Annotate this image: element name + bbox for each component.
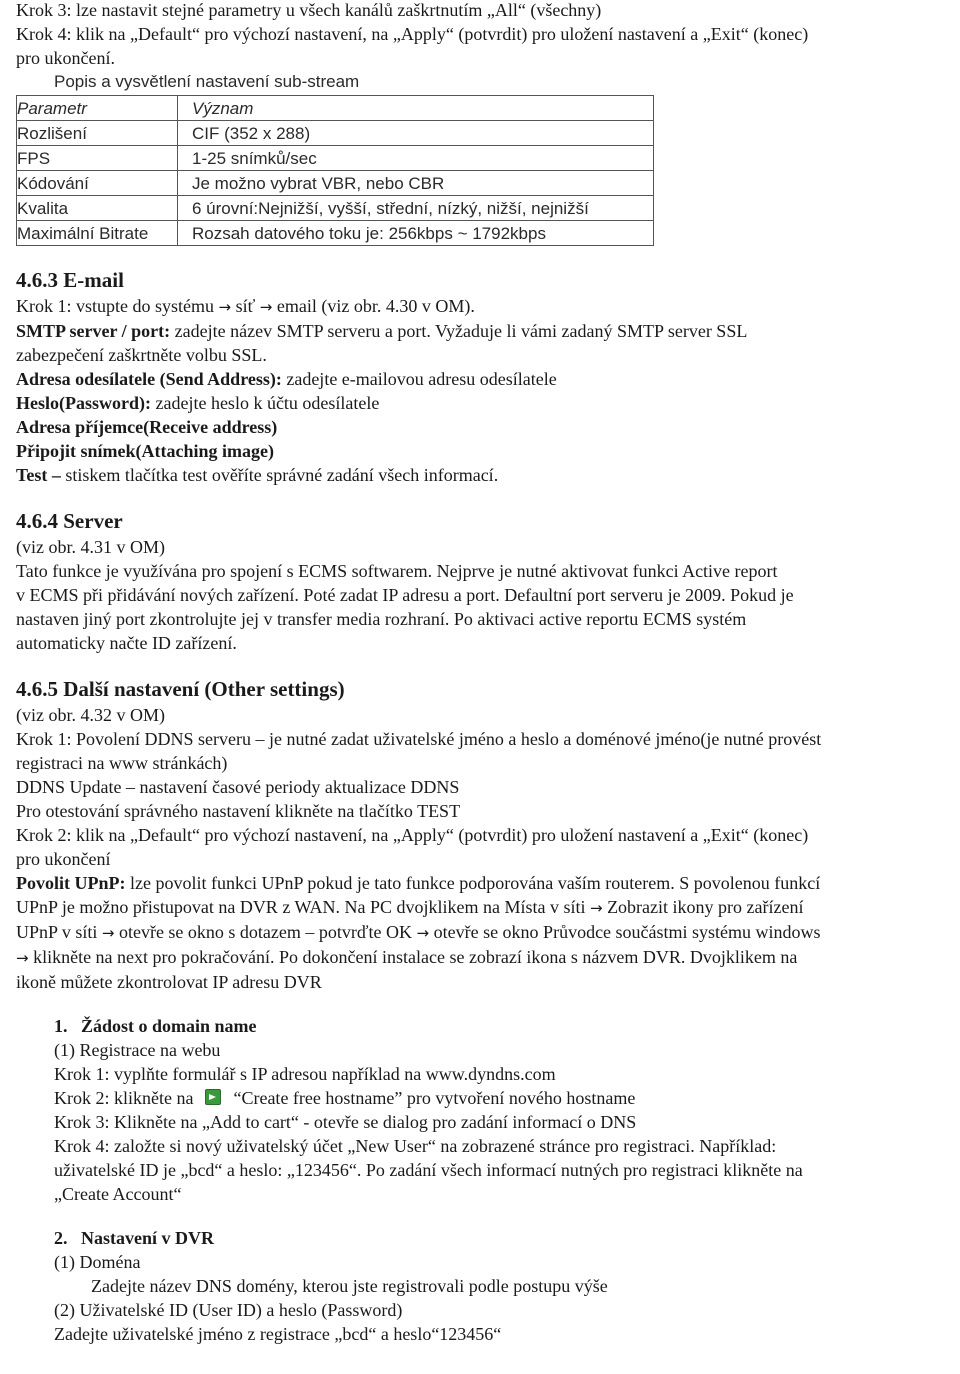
- column-header-parameter: Parametr: [17, 96, 178, 121]
- arrow-icon: →: [416, 924, 430, 942]
- domain-step4: Krok 4: založte si nový uživatelský účet „New User“ na zobrazené stránce pro registraci. Například:: [54, 1136, 777, 1156]
- section-heading-domain: [54, 1014, 960, 1038]
- server-line: v ECMS při přidávání nových zařízení. Poté zadat IP adresu a port. Defaultní port serveru je 2009. Pokud je: [16, 585, 794, 605]
- column-header-meaning: Význam: [178, 96, 654, 121]
- server-ref: (viz obr. 4.31 v OM): [16, 537, 165, 557]
- upnp-text: otevře se okno Průvodce součástmi systému windows: [429, 922, 821, 942]
- upnp-text: otevře se okno s dotazem – potvrďte OK: [114, 922, 413, 942]
- table-cell: Kvalita: [17, 196, 178, 221]
- other-line: Krok 2: klik na „Default“ pro výchozí nastavení, na „Apply“ (potvrdit) pro uložení nastavení a „Exit“ (konec): [16, 825, 809, 845]
- heading-text: Žádost o domain name: [81, 1016, 257, 1036]
- intro-step4: Krok 4: klik na „Default“ pro výchozí nastavení, na „Apply“ (potvrdit) pro uložení nastavení a „Exit“ (konec): [16, 24, 809, 44]
- table-cell: Maximální Bitrate: [17, 221, 178, 246]
- dvr-item2-text: Zadejte uživatelské jméno z registrace „bcd“ a heslo“123456“: [54, 1324, 502, 1344]
- arrow-icon: →: [589, 899, 603, 917]
- arrow-icon: →: [16, 949, 29, 967]
- table-row: [17, 196, 654, 221]
- arrow-icon: →: [259, 298, 273, 316]
- smtp-paragraph: [16, 319, 960, 343]
- attach-label: Připojit snímek(Attaching image): [16, 441, 274, 461]
- upnp-line: ikoně můžete zkontrolovat IP adresu DVR: [16, 972, 322, 992]
- table-cell: FPS: [17, 146, 178, 171]
- section-heading-other: 4.6.5 Další nastavení (Other settings): [16, 677, 345, 701]
- section-heading-dvr: [54, 1226, 960, 1250]
- section-heading-server: 4.6.4 Server: [16, 509, 123, 533]
- upnp-line: [16, 895, 960, 920]
- password-text: zadejte heslo k účtu odesílatele: [150, 393, 380, 413]
- test-label: Test –: [16, 465, 61, 485]
- server-line: automaticky načte ID zařízení.: [16, 633, 237, 653]
- smtp-paragraph-cont: zabezpečení zaškrtněte volbu SSL.: [16, 345, 267, 365]
- intro-step4-cont: pro ukončení.: [16, 48, 115, 68]
- upnp-text: lze povolit funkci UPnP pokud je tato funkce podporována vaším routerem. S povolenou funkcí: [125, 873, 821, 893]
- document-page: [16, 0, 960, 1346]
- dvr-item2: (2) Uživatelské ID (User ID) a heslo (Password): [54, 1300, 403, 1320]
- dvr-section: [16, 1226, 960, 1346]
- domain-step2-target: “Create free hostname” pro vytvoření nového hostname: [233, 1088, 636, 1108]
- arrow-icon: →: [218, 298, 232, 316]
- email-step1-target: email (viz obr. 4.30 v OM).: [276, 296, 475, 316]
- substream-table: [16, 95, 654, 246]
- domain-step4-cont: „Create Account“: [54, 1184, 182, 1204]
- other-ref: (viz obr. 4.32 v OM): [16, 705, 165, 725]
- dvr-item1: (1) Doména: [54, 1252, 141, 1272]
- server-line: Tato funkce je využívána pro spojení s ECMS softwarem. Nejprve je nutné aktivovat funkci Active report: [16, 561, 778, 581]
- domain-step2: [54, 1086, 960, 1110]
- intro-step3: Krok 3: lze nastavit stejné parametry u všech kanálů zaškrtnutím „All“ (všechny): [16, 0, 602, 20]
- dvr-item1-text: Zadejte název DNS domény, kterou jste registrovali podle postupu výše: [91, 1276, 608, 1296]
- table-row: [17, 121, 654, 146]
- table-cell: CIF (352 x 288): [178, 121, 654, 146]
- sender-label: Adresa odesílatele (Send Address):: [16, 369, 282, 389]
- email-step1-text: Krok 1: vstupte do systému: [16, 296, 214, 316]
- table-header-row: [17, 96, 654, 121]
- test-paragraph: [16, 463, 960, 487]
- other-line: registraci na www stránkách): [16, 753, 228, 773]
- upnp-paragraph: [16, 871, 960, 895]
- upnp-text: UPnP v síti: [16, 922, 98, 942]
- create-hostname-icon: [205, 1089, 221, 1105]
- table-row: [17, 146, 654, 171]
- email-step1-network: síť: [235, 296, 256, 316]
- heading-number: 1.: [54, 1016, 68, 1036]
- upnp-line: [16, 920, 960, 945]
- upnp-text: Zobrazit ikony pro zařízení: [602, 897, 804, 917]
- receiver-label: Adresa příjemce(Receive address): [16, 417, 278, 437]
- table-row: [17, 171, 654, 196]
- table-cell: 6 úrovní:Nejnižší, vyšší, střední, nízký, nižší, nejnižší: [178, 196, 654, 221]
- table-cell: Rozlišení: [17, 121, 178, 146]
- other-line: pro ukončení: [16, 849, 111, 869]
- domain-step2-text: Krok 2: klikněte na: [54, 1088, 194, 1108]
- section-heading-email: 4.6.3 E-mail: [16, 268, 124, 292]
- table-cell: 1-25 snímků/sec: [178, 146, 654, 171]
- arrow-icon: →: [101, 924, 115, 942]
- sender-paragraph: [16, 367, 960, 391]
- upnp-text: klikněte na next pro pokračování. Po dokončení instalace se zobrazí ikona s názvem DVR. Dvojklikem na: [28, 947, 798, 967]
- domain-section: [16, 1014, 960, 1206]
- table-row: [17, 221, 654, 246]
- heading-number: 2.: [54, 1228, 68, 1248]
- domain-item1: (1) Registrace na webu: [54, 1040, 221, 1060]
- test-text: stiskem tlačítka test ověříte správné zadání všech informací.: [60, 465, 499, 485]
- domain-step3: Krok 3: Klikněte na „Add to cart“ - otevře se dialog pro zadání informací o DNS: [54, 1112, 637, 1132]
- server-line: nastaven jiný port zkontrolujte jej v transfer media rozhraní. Po aktivaci active reportu ECMS systém: [16, 609, 747, 629]
- other-line: Krok 1: Povolení DDNS serveru – je nutné zadat uživatelské jméno a heslo a doménové jméno(je nutné provést: [16, 729, 822, 749]
- sender-text: zadejte e-mailovou adresu odesílatele: [281, 369, 557, 389]
- smtp-text: zadejte název SMTP serveru a port. Vyžaduje li vámi zadaný SMTP server SSL: [170, 321, 748, 341]
- other-line: Pro otestování správného nastavení klikněte na tlačítko TEST: [16, 801, 461, 821]
- email-step1: [16, 294, 960, 319]
- password-paragraph: [16, 391, 960, 415]
- password-label: Heslo(Password):: [16, 393, 151, 413]
- upnp-label: Povolit UPnP:: [16, 873, 126, 893]
- table-cell: Je možno vybrat VBR, nebo CBR: [178, 171, 654, 196]
- upnp-text: UPnP je možno přistupovat na DVR z WAN. Na PC dvojklikem na Místa v síti: [16, 897, 586, 917]
- domain-step1: Krok 1: vyplňte formulář s IP adresou například na www.dyndns.com: [54, 1064, 556, 1084]
- table-caption: Popis a vysvětlení nastavení sub-stream: [54, 72, 360, 91]
- table-cell: Rozsah datového toku je: 256kbps ~ 1792kbps: [178, 221, 654, 246]
- heading-text: Nastavení v DVR: [81, 1228, 214, 1248]
- upnp-line: [16, 945, 960, 970]
- other-line: DDNS Update – nastavení časové periody aktualizace DDNS: [16, 777, 460, 797]
- table-cell: Kódování: [17, 171, 178, 196]
- domain-step4-cont: uživatelské ID je „bcd“ a heslo: „123456“. Po zadání všech informací nutných pro registraci klikněte na: [54, 1160, 803, 1180]
- smtp-label: SMTP server / port:: [16, 321, 171, 341]
